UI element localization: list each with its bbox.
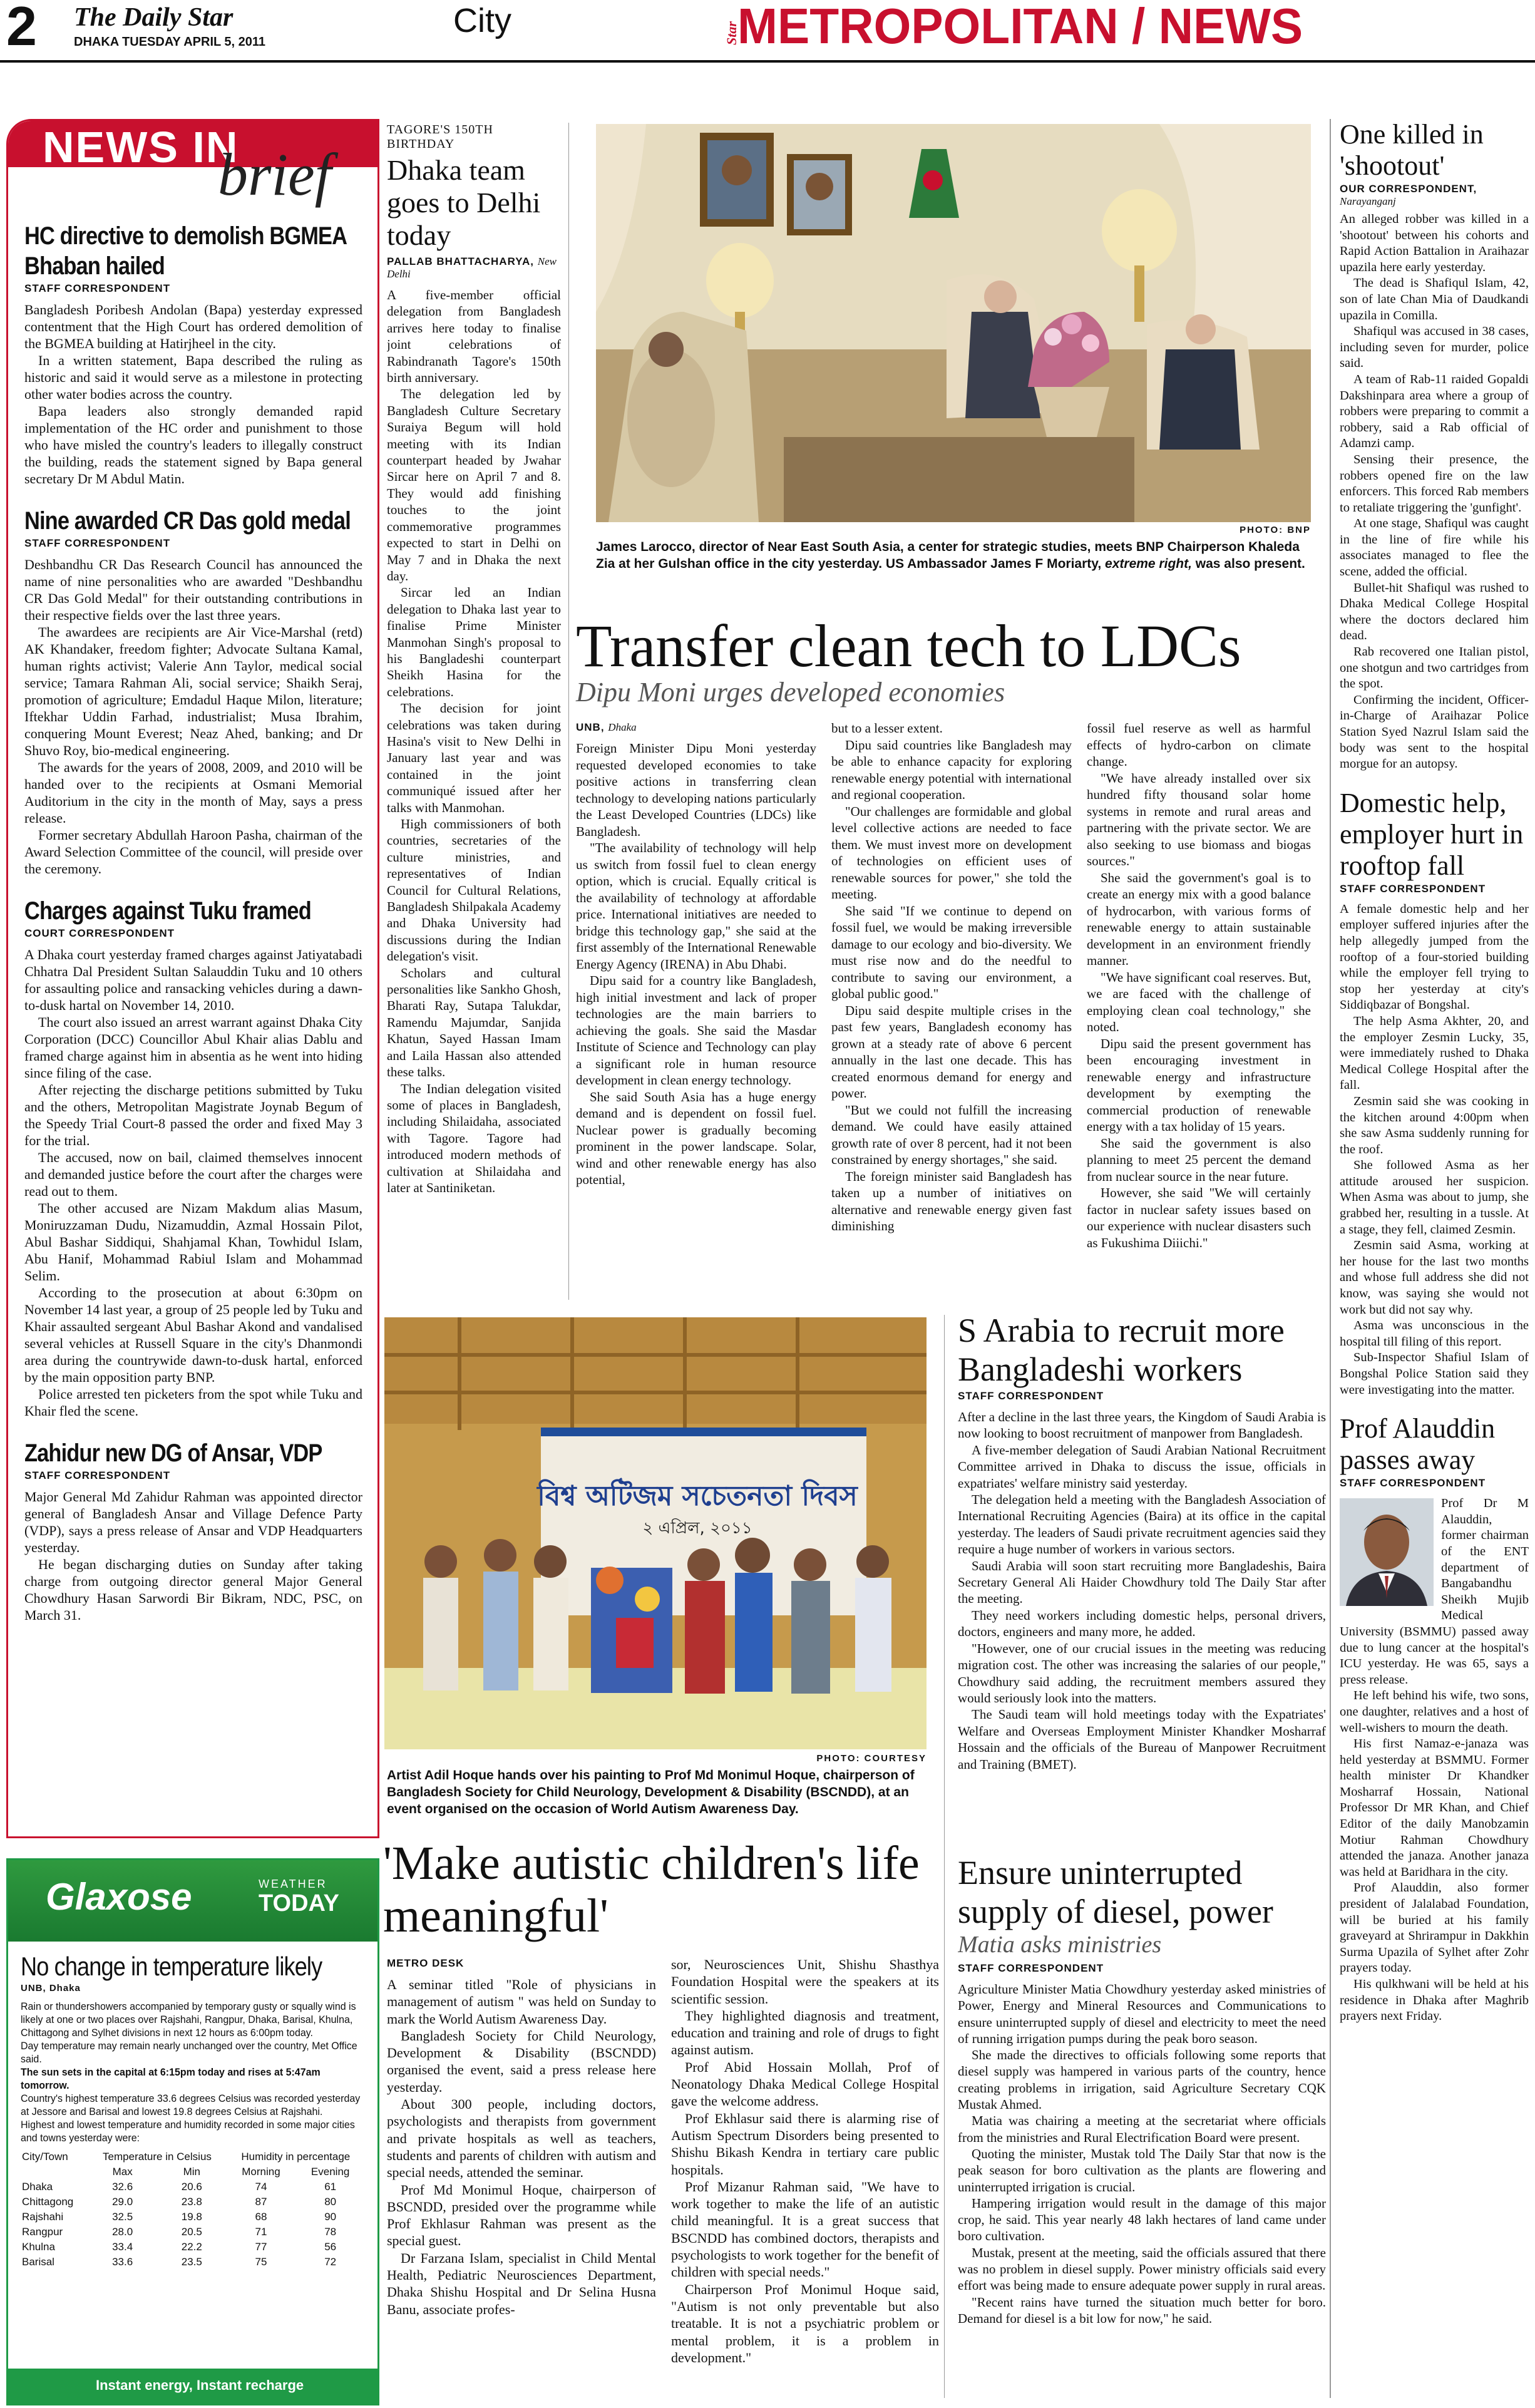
byline-place: Narayanganj [1340,195,1396,207]
caption-italic: extreme right, [1105,557,1192,571]
table-row: Rajshahi 32.5 19.8 68 90 [22,2211,337,2223]
paragraph: The Saudi team will hold meetings today with the Expatriates' Welfare and Overseas Employment Minister Khandker Mosharraf Hossain and the officials of the Bureau of Manpower Recruitment and Training (BMET). [958,1707,1326,1772]
paragraph: The accused, now on bail, claimed themselves innocent and demanded justice before the court after the charges were read out to them. [24,1150,362,1199]
paragraph: Former secretary Abdullah Haroon Pasha, chairman of the Award Selection Committee of the council, will preside over the ceremony. [24,827,362,877]
brief-body [24,556,362,877]
byline-name: OUR CORRESPONDENT [1340,183,1474,195]
paragraph: Dr Farzana Islam, specialist in Child Mental Health, Pediatric Neurosciences Department, Dhaka Shishu Hospital and Dr Selina Husna Banu, associate profes- [387,2250,656,2317]
right-column [1340,119,1529,2404]
weather-headline: No change in temperature likely [21,1952,322,1981]
diesel-headline: Ensure uninterrupted supply of diesel, power [958,1854,1273,1930]
paragraph: A team of Rab-11 raided Gopaldi Dakshinpara area where a group of robbers were preparing to commit a robbery, said a Rab official of Adamzi camp. [1340,372,1529,451]
diesel-subhead: Matia asks ministries [958,1932,1162,1958]
autism-photo [384,1317,927,1749]
brief-headline: Zahidur new DG of Ansar, VDP [24,1439,322,1467]
paragraph: She said "If we continue to depend on fossil fuel, we would be making irreversible damage to our ecology and bio-diversity. We must rise now and do the needful to contribute to saving our environment, a global public good." [831,903,1072,1001]
paragraph: Day temperature may remain nearly unchanged over the country, Met Office said. [21,2040,357,2065]
autism-body-2 [671,1956,939,2366]
autism-photo-credit: PHOTO: COURTESY [816,1753,927,1764]
brief-byline: STAFF CORRESPONDENT [24,537,171,549]
weather-today: TODAY [259,1890,339,1917]
brief-body [24,1488,362,1623]
kicker: TAGORE'S 150TH BIRTHDAY [387,123,493,151]
diesel-body [958,1981,1326,2327]
paragraph: Prof Mizanur Rahman said, "We have to work together to make the life of an autistic child meaningful. It is a great success that BSCNDD has combined doctors, therapists and psychologists to work together for the benefit of children with special needs." [671,2178,939,2280]
paragraph: Zesmin said she was cooking in the kitchen around 4:00pm when she saw Asma suddenly running for the roof. [1340,1094,1529,1156]
autism-col-1 [387,1956,656,2400]
brief-body [24,301,362,487]
shootout-body [1340,212,1529,773]
domestic-body [1340,902,1529,1398]
paragraph: A seminar titled "Role of physicians in management of autism " was held on Sunday to mark the World Autism Awareness Day. [387,1977,656,2027]
brief-byline: COURT CORRESPONDENT [24,927,175,939]
paragraph: Dipu said for a country like Bangladesh, high initial investment and lack of proper technologies are the main barriers to achieving the goals. She said the Masdar Institute of Science and Technology can play a significant role in human resource development in clean energy technology. [576,973,816,1088]
paragraph: A five-member delegation of Saudi Arabian National Recruitment Committee arrived in Dhaka to discuss the issue, officials in expatriates' welfare ministry said yesterday. [958,1442,1326,1491]
paragraph: After rejecting the discharge petitions submitted by Tuku and the others, Metropolitan Magistrate Joynab Begum of the Speedy Trial Court-8 passed the order and fixed May 3 for the trial. [24,1082,362,1148]
lead-body-2 [831,720,1072,1235]
paragraph: Agriculture Minister Matia Chowdhury yesterday asked ministries of Power, Energy and Mineral Resources and Communications to ensure uninterrupted supply of diesel and electricity to meet the need of running irrigation pumps during the peak boro season. [958,1982,1326,2046]
paragraph: Scholars and cultural personalities like Sankho Ghosh, Bharati Ray, Sutapa Talukdar, Ramendu Majumdar, Sanjida Khatun, Sayed Hassan Imam and Laila Hassan also attended these talks. [387,965,561,1080]
meeting-photo [596,124,1311,522]
paragraph: The sun sets in the capital at 6:15pm today and rises at 5:47am tomorrow. [21,2066,321,2091]
byline-place: New Delhi [387,255,557,280]
paragraph: He left behind his wife, two sons, one daughter, relatives and a host of well-wishers to mourn the death. [1340,1689,1529,1735]
paragraph: The Indian delegation visited some of places in Bangladesh, including Shilaidaha, associated with Tagore. Tagore had introduced modern methods of cultivation at Shilaidaha and later at Santiniketan. [387,1081,561,1195]
paragraph: Country's highest temperature 33.6 degrees Celsius was recorded yesterday at Jessore and Barisal and lowest 19.8 degrees Celsius at Rajshahi. [21,2092,361,2117]
paragraph: but to a lesser extent. [831,721,943,736]
weather-body [21,2000,365,2144]
paragraph: "The availability of technology will help us switch from fossil fuel to clean energy option, which is crucial. Equally critical is the availability of technology at affordable price. International initiatives are needed to bridge this technology gap," she said at the first assembly of the International Renewable Energy Agency (IRENA) in Abu Dhabi. [576,840,816,972]
banner-date: ২ এপ্রিল, ২০১১ [642,1519,752,1538]
paragraph: Matia was chairing a meeting at the secretariat where officials from the ministries and Rural Electrification Board were present. [958,2113,1326,2145]
th-evening: Evening [311,2166,350,2178]
caption-end: was also present. [1195,557,1305,571]
news-in-brief-banner [8,121,377,208]
section-title: METROPOLITAN / NEWS [737,0,1303,54]
brief-body [24,946,362,1419]
th-hum: Humidity in percentage [241,2151,351,2163]
shootout-headline: One killed in 'shootout' [1340,119,1484,181]
paragraph: About 300 people, including doctors, psychologists and therapists from government and private hospitals as well as teachers, students and parents of children with autism and special needs, attended the seminar. [387,2096,656,2181]
paragraph: The foreign minister said Bangladesh has taken up a number of initiatives on alternative and renewable energy given fast diminishing [831,1168,1072,1233]
paragraph: Mustak, present at the meeting, said the officials assured that there was no problem in diesel supply. Power ministry officials said every effort was being made to ensure adequate power supply in rural areas. [958,2245,1326,2293]
paragraph: Quoting the minister, Mustak told The Daily Star that now is the peak season for boro cultivation as the plants are flowering and uninterrupted irrigation is crucial. [958,2146,1326,2194]
paragraph: Prof Alauddin, also former president of Jalalabad Foundation, will be buried at his family graveyard at Shrirampur in Dakkhin Surma Upazila of Sylhet after Zohr prayers today. [1340,1881,1529,1975]
autism-photo-caption: Artist Adil Hoque hands over his painting to Prof Md Monimul Hoque, chairperson of Bangladesh Society for Child Neurology, Development & Disability (BSCNDD), at an event organised on the occasion of World Autism Awareness Day. [387,1768,915,1816]
paragraph: Highest and lowest temperature and humidity recorded in some major cities and towns yesterday were: [21,2119,355,2144]
star-mark: Star [724,21,739,45]
table-row: Rangpur 28.0 20.5 71 78 [22,2226,337,2238]
top-photo [596,124,1311,522]
paragraph: The delegation held a meeting with the Bangladesh Association of International Recruiting Agencies (Baira) at its office in the capital yesterday. The leaders of Saudi private recruitment agencies said they require a huge number of workers in various sectors. [958,1492,1326,1557]
byline-name: UNB [576,721,601,733]
paragraph: His qulkhwani will be held at his residence in Dhaka after Maghrib prayers next Friday. [1340,1977,1529,2024]
lead-story [576,614,1311,1302]
portrait [1340,1498,1434,1606]
diesel-story [958,1853,1326,2404]
paragraph: High commissioners of both countries, secretaries of the culture ministries, and representatives of Indian Council for Cultural Relations, Bangladesh Shilpakala Academy and Dhaka University had discussions during the Indian delegation's visit. [387,816,561,964]
paragraph: She followed Asma as her attitude aroused her suspicion. When Asma was about to jump, she grabbed her, resulting in a tussle. At a stage, they fell, claimed Zesmin. [1340,1158,1529,1237]
paragraph: Prof Abid Hossain Mollah, Prof of Neonatology Dhaka Medical College Hospital gave the welcome address. [671,2059,939,2109]
section-label: City [453,2,511,39]
masthead-rule [0,60,1535,63]
brief-byline: STAFF CORRESPONDENT [24,282,171,294]
photo-credit: PHOTO: BNP [1240,525,1311,535]
paragraph: After a decline in the last three years, the Kingdom of Saudi Arabia is now looking to boost recruitment of manpower from Bangladesh. [958,1409,1326,1441]
paragraph: She made the directives to officials following some reports that diesel supply was hampered in various parts of the country, hence creating problems in irrigation, said Agriculture Secretary CQK Mustak Ahmed. [958,2047,1326,2112]
th-max: Max [112,2166,133,2178]
paragraph: Prof Dr M Alauddin, former chairman of the ENT department of Bangabandhu Sheikh Mujib Medical University (BSMMU) passed away due to lung cancer at the hospital's ICU yesterday. He was 65, says a press release. [1340,1496,1529,1687]
paragraph: Foreign Minister Dipu Moni yesterday requested developed economies to take positive actions in transferring clean technology to developing nations particularly the Least Developed Countries (LDCs) like Bangladesh. [576,741,816,839]
paragraph: "But we could not fulfill the increasing demand. We could have easily attained growth rate of over 8 percent, had it not been constrained by energy shortages," she said. [831,1102,1072,1167]
paragraph: Dipu said despite multiple crises in the past few years, Bangladesh economy has grown at a steady rate of above 6 percent annually in the last one decade. This has created enormous demand for energy and power. [831,1002,1072,1101]
paragraph: A female domestic help and her employer suffered injuries after the help allegedly jumped from the rooftop of a four-storied building while the employer fell trying to stop her yesterday at city's Siddiqbazar of Bongshal. [1340,902,1529,1012]
paragraph: Zesmin said Asma, working at her house for the last two months and whose full address she did not know, was saying she would not work but did not say why. [1340,1238,1529,1317]
lead-body-1 [576,740,816,1188]
paragraph: Hampering irrigation would result in the damage of this major crop, he said. This year nearly 48 lakh hectares of land came under boro cultivation. [958,2195,1326,2244]
brief-headline: Nine awarded CR Das gold medal [24,507,351,535]
paragraph: Bangladesh Society for Child Neurology, Development & Disability (BSCNDD) organised the event, said a press release here yesterday. [387,2027,656,2095]
shootout-story [1340,119,1529,773]
paragraph: The court also issued an arrest warrant against Dhaka City Corporation (DCC) Councillor Abul Khair alias Dablu and framed charge against him in absentia as he went into hiding since filing of the case. [24,1014,362,1081]
autism-col-2 [671,1956,939,2400]
saudi-headline: S Arabia to recruit more Bangladeshi workers [958,1312,1285,1388]
lead-headline: Transfer clean tech to LDCs [576,612,1241,679]
paragraph: The decision for joint celebrations was taken during Hasina's visit to New Delhi in January last year and was contained in the joint communiqué issued after her talks with Manmohan. [387,701,561,815]
banner-brief: brief [218,141,332,208]
ceremony-photo [384,1317,927,1749]
paragraph: Prof Ekhlasur said there is alarming rise of Autism Spectrum Disorders being presented to Shishu Bikash Kendra in tertiary care public hospitals. [671,2110,939,2178]
table-row: Dhaka 32.6 20.6 74 61 [22,2181,337,2193]
diesel-byline: STAFF CORRESPONDENT [958,1962,1104,1974]
brief-headline: Charges against Tuku framed [24,897,311,925]
brief-byline: STAFF CORRESPONDENT [24,1469,171,1481]
weather-byline: UNB, Dhaka [21,1983,81,1994]
brief-item-tuku [24,896,362,1419]
paragraph: Saudi Arabia will soon start recruiting more Bangladeshis, Baira Secretary General Ali Haider Chowdhury told The Daily Star after the meeting. [958,1558,1326,1607]
caption-text: James Larocco, director of Near East South Asia, a center for strategic studies, meets BNP Chairperson Khaleda Zia at her Gulshan office in the city yesterday. US Ambassador James F Moriarty, [596,540,1300,571]
paragraph: Rab recovered one Italian pistol, one shotgun and two cartridges from the spot. [1340,645,1529,691]
right-column-rule [1330,119,1331,2398]
weather-content [21,1952,365,2352]
paragraph: The other accused are Nizam Makdum alias Masum, Moniruzzaman Dudu, Nizamuddin, Azmal Hossain Pilot, Abul Bashar Siddiqui, Shahjamal Khan, Towhidul Islam, Abu Hanif, Mohammad Rabiul Islam and Mohammad Selim. [24,1200,362,1284]
brief-item-ansar [24,1438,362,1623]
paragraph: However, she said "We will certainly factor in nuclear safety issues based on our experience with nuclear disasters such as Fukushima Diiichi." [1087,1185,1311,1250]
tagore-headline: Dhaka team goes to Delhi today [387,154,541,251]
alauddin-body [1340,1496,1529,2025]
news-in-brief-box [6,119,379,1838]
domestic-story [1340,788,1529,1398]
paragraph: She said South Asia has a huge energy demand and is dependent on fossil fuel. Nuclear power is gradually becoming prominent in the power landscape. Solar, wind and other renewable energy has also potential, [576,1089,816,1187]
paragraph: Police arrested ten picketers from the spot while Tuku and Khair fled the scene. [24,1386,362,1419]
paragraph: The awardees are recipients are Air Vice-Marshal (retd) AK Khandaker, freedom fighter; Advocate Sultana Kamal, human rights activist; Valerie Ann Taylor, medical social service; Tamara Rahman Ali, social service; Shaikh Seraj, promotion of agriculture; Emdadul Haque Milon, literature; Iftekhar Uddin Farhad, industrialist; Musa Ibrahim, conquering Mount Everest; Neaz Ahed, banking; and Dr Shuvo Roy, bio-medical engineering. [24,624,362,758]
paragraph: "We have already installed over six hundred fifty thousand solar home systems in remote and rural areas and partnering with the private sector. We are also seeking to use biomass and biogas sources." [1087,770,1311,868]
th-min: Min [183,2166,200,2178]
paragraph: At one stage, Shafiqul was caught in the line of fire while his associates managed to flee the scene, added the official. [1340,517,1529,579]
paragraph: fossil fuel reserve as well as harmful effects of hydro-carbon on climate change. [1087,721,1311,769]
domestic-byline: STAFF CORRESPONDENT [1340,882,1486,895]
paragraph: She said the government is also planning to meet 25 percent the demand from nuclear source in the near future. [1087,1135,1311,1184]
paragraph: Prof Md Monimul Hoque, chairperson of BSCNDD, presided over the programme while Prof Ekhlasur Rahman was present as the special guest. [387,2181,656,2249]
autism-body-1 [387,1976,656,2318]
paragraph: Sub-Inspector Shafiul Islam of Bongshal Police Station said they were investigating into the matter. [1340,1351,1529,1397]
paragraph: The help Asma Akhter, 20, and the employer Zesmin Lucky, 35, were immediately rushed to Dhaka Medical College Hospital after the fall. [1340,1014,1529,1093]
weather-box [6,1858,379,2405]
brief-item-bgmea [24,221,362,487]
paragraph: "However, one of our crucial issues in the meeting was reducing migration cost. The other was increasing the salaries of our people," Chowdhury said adding, the recruitment members assured they would seriously look into the matters. [958,1640,1326,1706]
byline-place: Dhaka [608,721,637,733]
domestic-headline: Domestic help, employer hurt in rooftop fall [1340,787,1524,881]
paragraph: "Our challenges are formidable and global level collective actions are needed to face them. We must invest more on development of technologies on efficient uses of renewable sources for power," she told the meeting. [831,803,1072,902]
paragraph: Rain or thundershowers accompanied by temporary gusty or squally wind is likely at one or two places over Rajshahi, Rangpur, Dhaka, Barisal, Khulna, Chittagong and Sylhet divisions in next 12 hours as 6:00pm today. [21,2000,356,2039]
tagore-story [387,123,561,1300]
paragraph: sor, Neurosciences Unit, Shishu Shasthya Foundation Hospital were the speakers at its scientific session. [671,1957,939,2007]
table-row: Barisal 33.6 23.5 75 72 [22,2256,337,2268]
masthead [0,0,1535,63]
saudi-story [958,1311,1326,1843]
paragraph: Bullet-hit Shafiqul was rushed to Dhaka Medical College Hospital where the doctors declared him dead. [1340,580,1529,643]
table-row: Chittagong 29.0 23.8 87 80 [22,2196,337,2208]
brief-headline: HC directive to demolish BGMEA [24,222,347,250]
th-morning: Morning [242,2166,280,2178]
lead-subhead: Dipu Moni urges developed economies [576,677,1005,707]
paragraph: The awards for the years of 2008, 2009, and 2010 will be handed over to the recipients at Osmani Memorial Auditorium in the city in the month of May, says a press release. [24,759,362,826]
saudi-byline: STAFF CORRESPONDENT [958,1390,1104,1402]
paragraph: "Recent rains have turned the situation much better for boro. Demand for diesel is a bit low for now," he said. [958,2294,1326,2326]
paragraph: Dipu said the present government has been encouraging investment in renewable energy and infrastructure development by exempting the commercial production of renewable energy with a tax holiday of 15 years. [1087,1036,1311,1134]
paragraph: The delegation led by Bangladesh Culture Secretary Suraiya Begum will hold meeting with its Indian counterpart headed by Jwahar Sircar here on April 7 and 8. They would add finishing touches to the joint commemorative programmes expected to start in Delhi on May 7 and in Dhaka the next day. [387,386,561,584]
alauddin-byline: STAFF CORRESPONDENT [1340,1477,1486,1490]
paragraph: Deshbandhu CR Das Research Council has announced the name of nine personalities who are awarded "Deshbandhu CR Das Gold Medal" for their outstanding contributions in their respective fields over the last three years. [24,557,362,623]
weather-footer [8,2369,377,2404]
brief-column [24,221,362,1830]
paragraph: She said the government's goal is to create an energy mix with a good balance of hydrocarbon, with various forms of renewable energy to attain sustainable development in an environment friendly manner. [1087,870,1311,968]
brief-item-crdas [24,506,362,877]
paragraph: They highlighted diagnosis and treatment, education and training and role of drugs to fight against autism. [671,2007,939,2058]
alauddin-story [1340,1413,1529,2025]
shootout-byline: OUR CORRESPONDENT, Narayanganj [1340,183,1477,207]
brief-headline-2: Bhaban hailed [24,252,165,280]
paragraph: An alleged robber was killed in a 'shootout' between his cohorts and Rapid Action Battalion in Araihazar upazila here early yesterday. [1340,212,1529,274]
byline-name: PALLAB BHATTACHARYA [387,255,531,267]
portrait-image [1340,1498,1434,1606]
column-rule [568,123,569,1300]
table-row: Khulna 33.4 22.2 77 56 [22,2241,337,2253]
paragraph: Bangladesh Poribesh Andolan (Bapa) yesterday expressed contentment that the High Court has ordered demolition of the BGMEA building at Hatirjheel in the city. [24,302,362,351]
th-temp: Temperature in Celsius [103,2151,212,2163]
lead-col-1 [576,720,816,1309]
banner-text: বিশ্ব অটিজম সচেতনতা দিবস [537,1480,858,1512]
paragraph: "We have significant coal reserves. But, we are faced with the challenge of employing clean coal technology," she noted. [1087,969,1311,1034]
tagore-body [387,287,561,1196]
top-photo-caption [596,538,1311,572]
paragraph: Asma was unconscious in the hospital till filing of this report. [1340,1319,1529,1349]
paragraph: Major General Md Zahidur Rahman was appointed director general of Bangladesh Ansar and Village Defence Party (VDP), says a press release of Ansar and VDP Headquarters yesterday. [24,1489,362,1555]
paragraph: Confirming the incident, Officer-in-Charge of Araihazar Police Station Syed Nazrul Islam said the body was sent to the hospital morgue for an autopsy. [1340,692,1529,771]
paragraph: His first Namaz-e-janaza was held yesterday at BSMMU. Former health minister Dr Khandker Mosharraf Hossain, National Professor Dr MR Khan, and Chief Editor of the daily Manobzamin Motiur Rahman Chowdhury attended the janaza. Another janaza was held at Baridhara in the city. [1340,1737,1529,1879]
paragraph: Dipu said countries like Bangladesh may be able to enhance capacity for exploring renewable energy potential with international and regional cooperation. [831,737,1072,802]
weather-tag: WEATHER [259,1878,327,1890]
banner-news: NEWS IN [43,123,239,172]
paragraph: According to the prosecution at about 6:30pm on November 14 last year, a group of 25 people led by Tuku and Khair assaulted sergeant Abul Bashar Akond and vandalised several vehicles at Russell Square in the city's Dhanmondi area during the countrywide dawn-to-dusk hartal, enforced by the main opposition party BNP. [24,1285,362,1385]
paragraph: Sircar led an Indian delegation to Dhaka last year to finalise Prime Minister Manmohan Singh's proposal to his Bangladeshi counterpart Sheikh Hasina for the celebrations. [387,585,561,699]
paragraph: A Dhaka court yesterday framed charges against Jatiyatabadi Chhatra Dal President Sultan Salauddin Tuku and 10 others for assaulting police and ransacking vehicles during a dawn-to-dusk hartal on November 14, 2010. [24,947,362,1013]
autism-headline: 'Make autistic children's life meaningful' [383,1837,920,1942]
paragraph: Shafiqul was accused in 38 cases, including seven for murder, police said. [1340,324,1529,371]
lead-byline: UNB, Dhaka [576,721,637,733]
paragraph: He began discharging duties on Sunday after taking charge from outgoing director general Major General Chowdhury Hasan Sarwordi Bir Bikram, NDC, PSC, on March 31. [24,1556,362,1623]
paragraph: The dead is Shafiqul Islam, 42, son of late Chan Mia of Daudkandi upazila in Comilla. [1340,276,1529,322]
paragraph: Sensing their presence, the robbers opened fire on the law enforcers. This forced Rab members to retaliate triggering the 'gunfight'. [1340,452,1529,515]
lead-col-2 [831,720,1072,1309]
weather-footer-text: Instant energy, Instant recharge [96,2377,304,2393]
lead-col-3 [1087,720,1311,1309]
paper-name: The Daily Star [74,3,234,32]
autism-byline: METRO DESK [387,1957,465,1969]
dateline: DHAKA TUESDAY APRIL 5, 2011 [74,35,266,49]
weather-banner [8,1860,377,1942]
autism-story [383,1837,947,2400]
weather-table [21,2149,365,2270]
tagore-byline: PALLAB BHATTACHARYA, New Delhi [387,255,557,280]
glaxose-logo: Glaxose [46,1876,192,1918]
alauddin-headline: Prof Alauddin passes away [1340,1413,1496,1476]
paragraph: In a written statement, Bapa described the ruling as historic and said it would serve as a milestone in protecting other water bodies across the country. [24,352,362,402]
paragraph: A five-member official delegation from Bangladesh arrives here today to finalise joint celebrations of Rabindranath Tagore's 150th birth anniversary. [387,287,561,386]
page-number: 2 [6,0,37,57]
saudi-body [958,1409,1326,1773]
paragraph: Bapa leaders also strongly demanded rapid implementation of the HC order and punishment to those who have misled the country's leaders to illegally construct the building, reads the statement signed by Bapa general secretary Dr M Abdul Matin. [24,403,362,486]
paragraph: Chairperson Prof Monimul Hoque said, "Autism is not only preventable but also treatable. It is not a psychiatric problem or mental problem, it is a problem in development." [671,2281,939,2365]
lead-body-3 [1087,720,1311,1251]
column-rule [944,1315,945,2398]
paragraph: They need workers including domestic helps, personal drivers, doctors, engineers and many more, he added. [958,1607,1326,1640]
th-city: City/Town [22,2151,68,2163]
